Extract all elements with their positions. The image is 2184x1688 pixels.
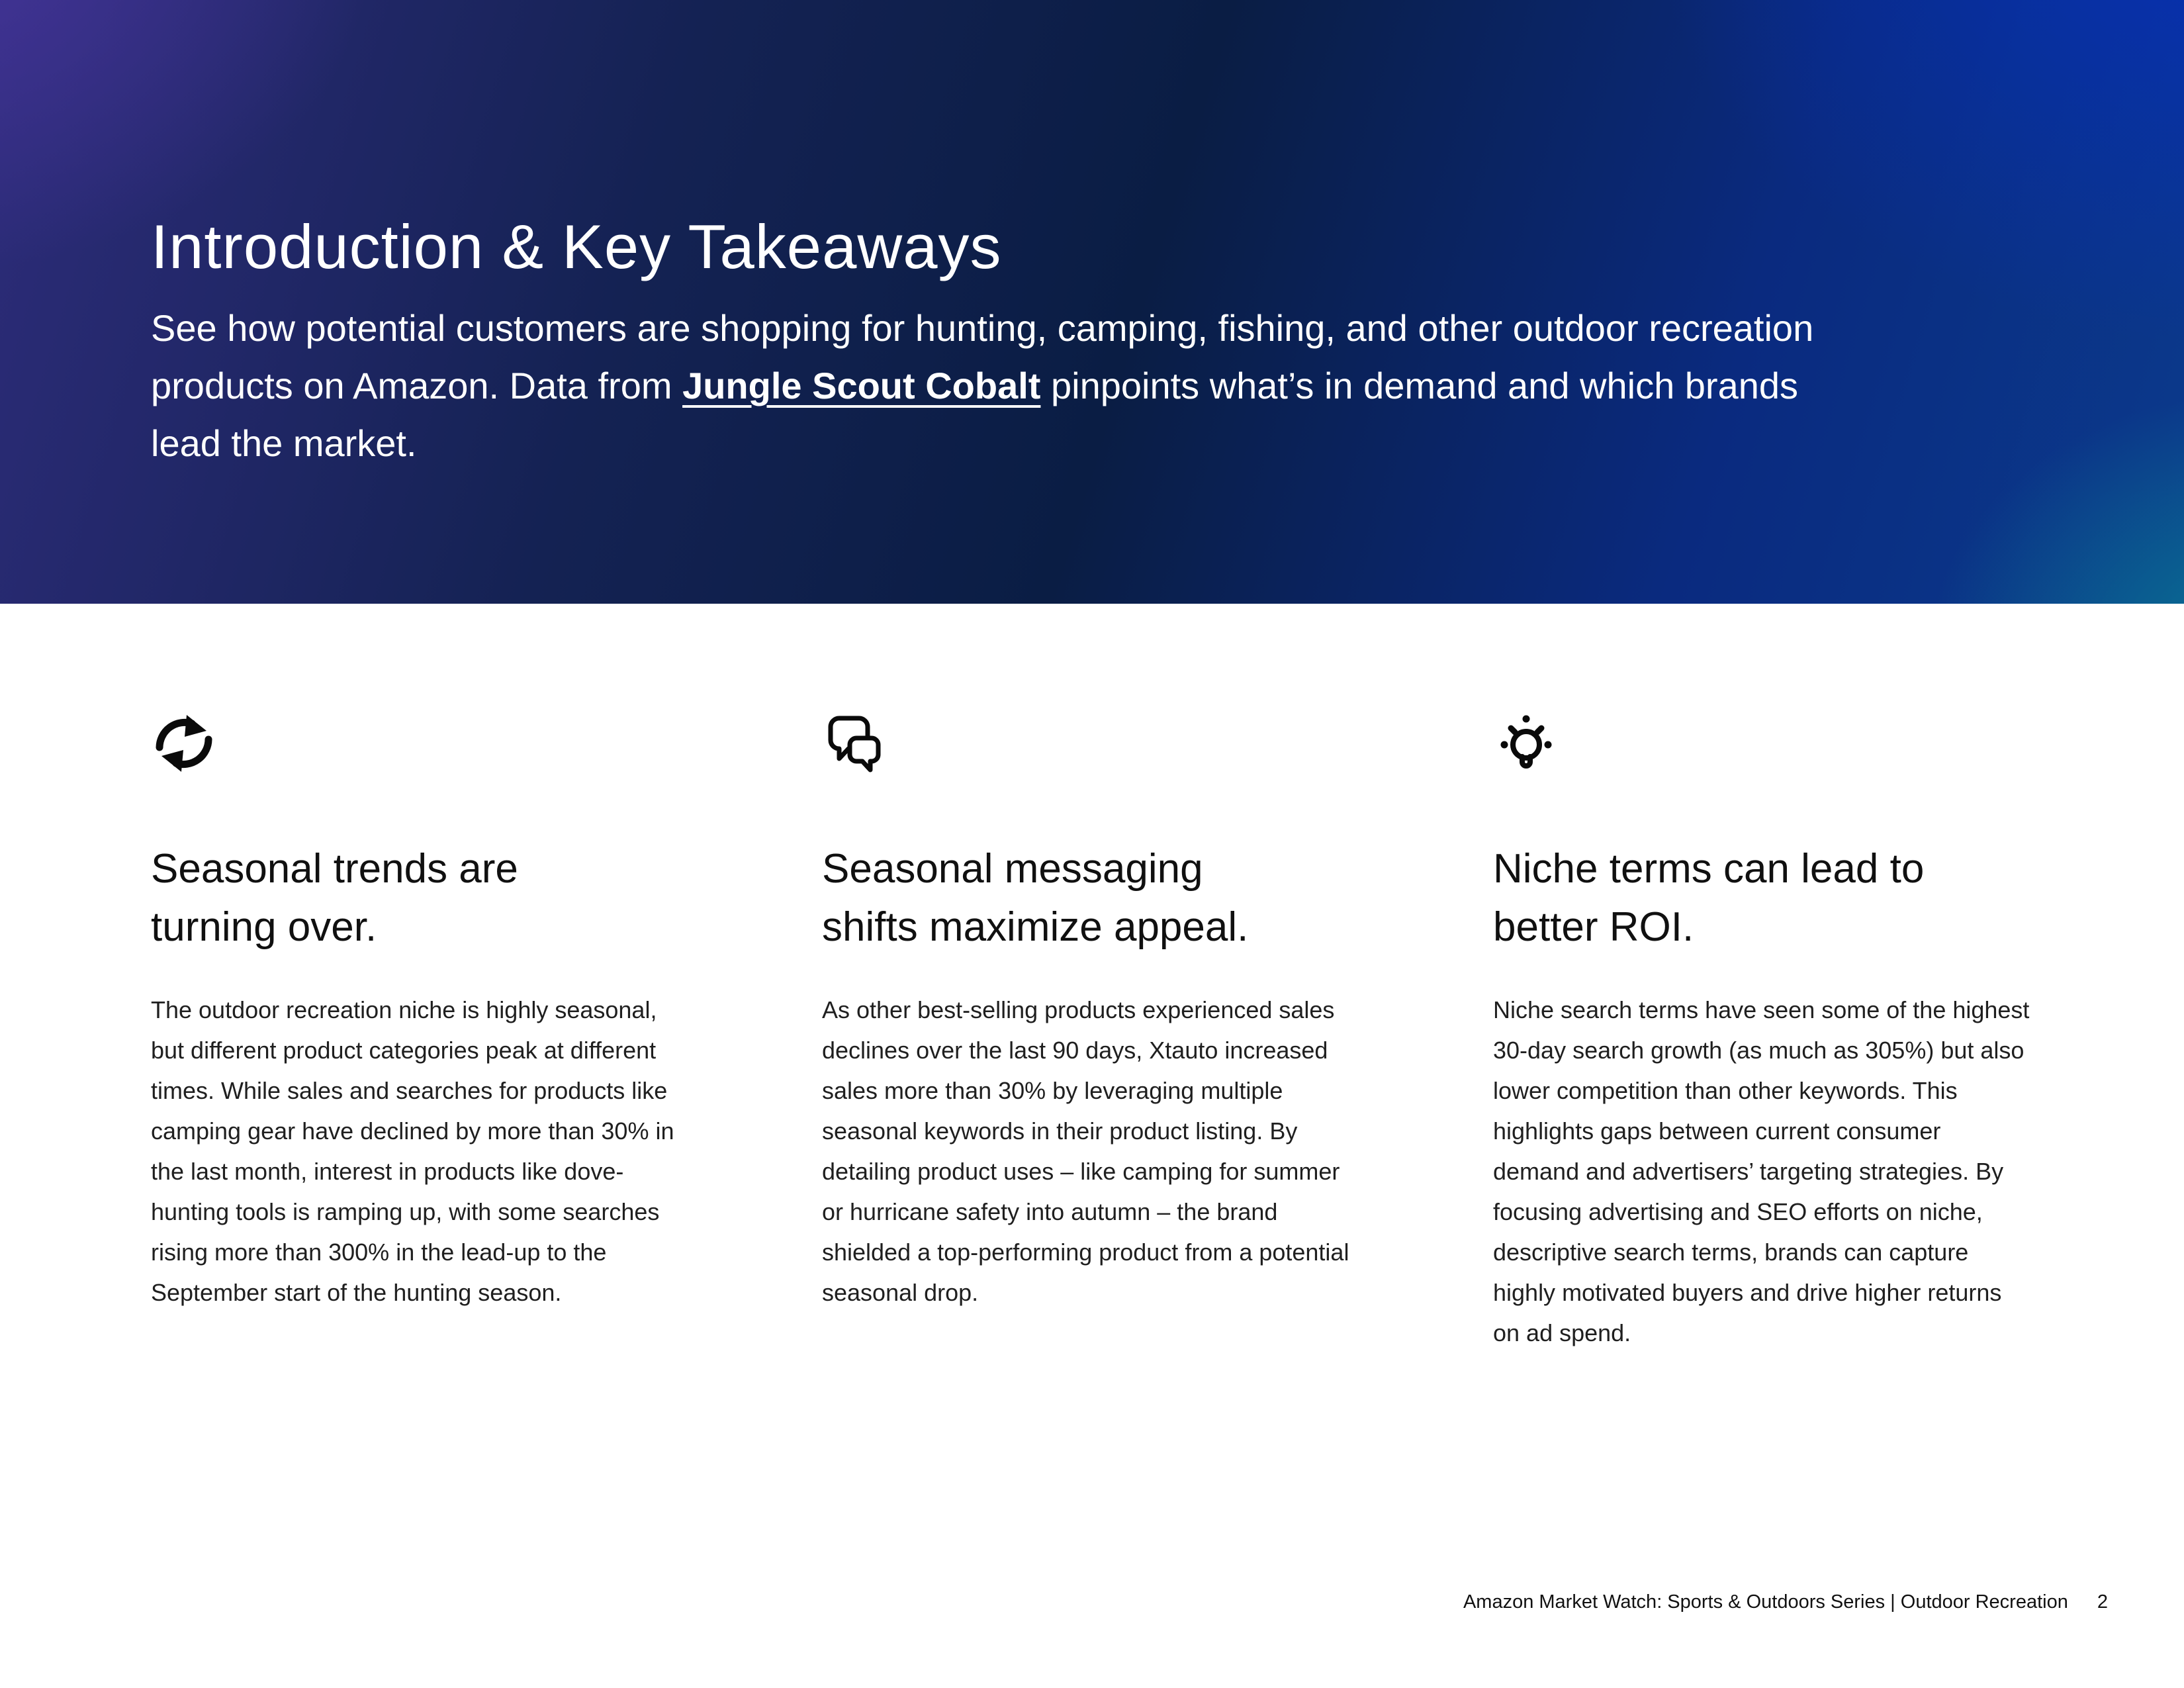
refresh-icon — [151, 710, 217, 776]
takeaway-seasonal-messaging — [822, 710, 1362, 1353]
takeaway-heading: Seasonal trends are turning over. — [151, 846, 518, 950]
takeaway-heading: Niche terms can lead to better ROI. — [1493, 846, 1925, 950]
hero-subtitle — [151, 299, 1813, 472]
lightbulb-icon — [1493, 710, 1559, 776]
hero-subtitle-line2-after: pinpoints what’s in demand and which brands — [1040, 365, 1799, 406]
jungle-scout-cobalt-link[interactable]: Jungle Scout Cobalt — [682, 365, 1041, 406]
page-footer — [1463, 1591, 2108, 1613]
takeaway-body: The outdoor recreation niche is highly seasonal, but different product categories peak at different times. While sales and searches for products like camping gear have declined by more than 30% in the last month, interest in products like dove-hunting tools is ramping up, with some searches rising more than 300% in the lead-up to the September start of the hunting season. — [151, 996, 674, 1306]
takeaway-seasonal-trends — [151, 710, 691, 1353]
takeaway-body: Niche search terms have seen some of the highest 30-day search growth (as much as 305%) but also lower competition than other keywords. This highlights gaps between current consumer demand and advertisers’ targeting strategies. By focusing advertising and SEO efforts on niche, descriptive search terms, brands can capture highly motivated buyers and drive higher returns on ad spend. — [1493, 996, 2030, 1346]
takeaway-heading: Seasonal messaging shifts maximize appeal. — [822, 846, 1249, 950]
takeaway-niche-terms — [1493, 710, 2033, 1353]
hero-subtitle-line2 — [151, 357, 1813, 414]
chat-bubbles-icon — [822, 710, 888, 776]
page-number: 2 — [2097, 1591, 2108, 1613]
hero-banner — [0, 0, 2184, 604]
hero-subtitle-line1: See how potential customers are shopping for hunting, camping, fishing, and other outdoor recreation — [151, 307, 1814, 349]
footer-label: Amazon Market Watch: Sports & Outdoors Series | Outdoor Recreation — [1463, 1591, 2068, 1613]
hero-subtitle-line2-before: products on Amazon. Data from — [151, 365, 683, 406]
hero-subtitle-line3: lead the market. — [151, 422, 417, 464]
takeaways-section — [151, 710, 2033, 1353]
takeaway-body: As other best-selling products experienced sales declines over the last 90 days, Xtauto increased sales more than 30% by leveraging multiple seasonal keywords in their product listing. By detailing product uses – like camping for summer or hurricane safety into autumn – the brand shielded a top-performing product from a potential seasonal drop. — [822, 996, 1349, 1306]
page-title: Introduction & Key Takeaways — [151, 212, 1002, 281]
